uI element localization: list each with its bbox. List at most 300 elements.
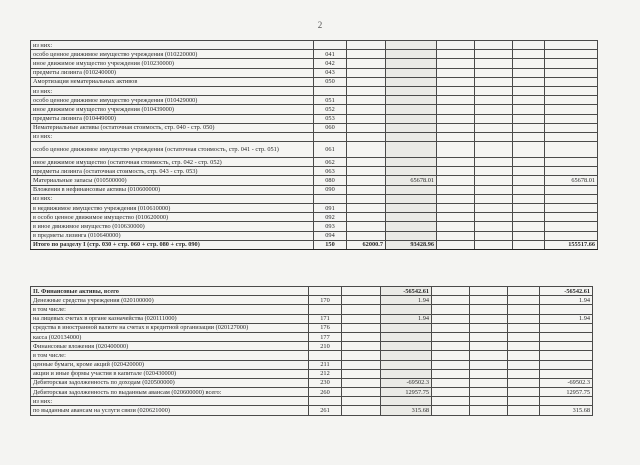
table-row (31, 314, 593, 323)
table-row (31, 360, 593, 369)
value-cell-4 (470, 296, 508, 305)
value-cell-2 (381, 323, 432, 332)
value-cell-5 (508, 406, 540, 415)
row-code: 090 (314, 185, 347, 194)
value-cell-1 (347, 77, 386, 86)
table-row (31, 332, 593, 341)
value-cell-4 (470, 342, 508, 351)
value-cell-3 (437, 213, 475, 222)
value-cell-1 (347, 86, 386, 95)
row-code: 150 (314, 240, 347, 249)
value-cell-4 (470, 287, 508, 296)
value-cell-6: 1.94 (540, 314, 593, 323)
value-cell-2 (386, 142, 437, 158)
row-code: 211 (309, 360, 342, 369)
row-code: 094 (314, 231, 347, 240)
value-cell-1 (342, 360, 381, 369)
value-cell-1 (347, 185, 386, 194)
value-cell-1 (342, 332, 381, 341)
page-number: 2 (317, 20, 323, 30)
value-cell-4 (475, 204, 513, 213)
value-cell-3 (437, 167, 475, 176)
value-cell-6 (545, 194, 598, 203)
table-row (31, 222, 598, 231)
value-cell-6 (540, 323, 593, 332)
value-cell-5 (508, 287, 540, 296)
value-cell-2 (381, 360, 432, 369)
value-cell-6 (545, 132, 598, 141)
value-cell-5 (508, 296, 540, 305)
row-code (309, 287, 342, 296)
value-cell-2 (386, 213, 437, 222)
value-cell-6 (540, 351, 593, 360)
value-cell-3 (432, 287, 470, 296)
row-code: 092 (314, 213, 347, 222)
row-code: 052 (314, 105, 347, 114)
value-cell-2 (386, 231, 437, 240)
row-code: 060 (314, 123, 347, 132)
row-label: иное движимое имущество (остаточная стоимость, стр. 042 - стр. 052) (31, 158, 314, 167)
row-label: в том числе: (31, 305, 309, 314)
value-cell-1 (342, 397, 381, 406)
value-cell-2 (386, 50, 437, 59)
value-cell-2 (386, 204, 437, 213)
value-cell-6 (545, 213, 598, 222)
table-row (31, 158, 598, 167)
value-cell-4 (475, 194, 513, 203)
row-code: 042 (314, 59, 347, 68)
value-cell-2 (386, 105, 437, 114)
value-cell-4 (475, 105, 513, 114)
value-cell-1 (347, 213, 386, 222)
value-cell-3 (432, 406, 470, 415)
value-cell-3 (432, 314, 470, 323)
value-cell-5 (508, 378, 540, 387)
value-cell-5 (513, 59, 545, 68)
row-label: Итого по разделу I (стр. 030 + стр. 060 + стр. 080 + стр. 090) (31, 240, 314, 249)
value-cell-1 (347, 132, 386, 141)
row-label: II. Финансовые активы, всего (31, 287, 309, 296)
row-label: из них: (31, 86, 314, 95)
value-cell-6 (545, 158, 598, 167)
value-cell-1 (347, 222, 386, 231)
value-cell-4 (475, 158, 513, 167)
row-label: из них: (31, 194, 314, 203)
row-label: особо ценное движимое имущество учреждения (010429000) (31, 96, 314, 105)
value-cell-3 (432, 397, 470, 406)
table-row (31, 213, 598, 222)
value-cell-4 (470, 351, 508, 360)
value-cell-5 (508, 397, 540, 406)
value-cell-6 (545, 96, 598, 105)
value-cell-6 (545, 68, 598, 77)
value-cell-1 (342, 323, 381, 332)
value-cell-2: 65678.01 (386, 176, 437, 185)
value-cell-4 (475, 240, 513, 249)
value-cell-2 (386, 158, 437, 167)
value-cell-6 (545, 50, 598, 59)
row-code: 091 (314, 204, 347, 213)
row-code: 041 (314, 50, 347, 59)
value-cell-4 (475, 41, 513, 50)
value-cell-3 (437, 41, 475, 50)
value-cell-2 (386, 86, 437, 95)
row-code (314, 86, 347, 95)
value-cell-5 (513, 176, 545, 185)
row-code (314, 132, 347, 141)
value-cell-2 (386, 132, 437, 141)
row-code: 051 (314, 96, 347, 105)
table-row (31, 86, 598, 95)
value-cell-3 (432, 342, 470, 351)
value-cell-2: -56542.61 (381, 287, 432, 296)
table-row (31, 176, 598, 185)
value-cell-5 (513, 158, 545, 167)
row-label: особо ценное движимое имущество учреждения (010220000) (31, 50, 314, 59)
balance-table-section-2 (30, 286, 593, 416)
row-label: касса (020134000) (31, 332, 309, 341)
value-cell-3 (437, 59, 475, 68)
row-label: Материальные запасы (010500000) (31, 176, 314, 185)
row-label: Денежные средства учреждения (020100000) (31, 296, 309, 305)
value-cell-3 (437, 231, 475, 240)
value-cell-2 (386, 59, 437, 68)
value-cell-6 (545, 86, 598, 95)
value-cell-2 (381, 332, 432, 341)
value-cell-5 (513, 77, 545, 86)
row-code (309, 305, 342, 314)
row-label: из них: (31, 41, 314, 50)
value-cell-6 (545, 59, 598, 68)
value-cell-5 (508, 332, 540, 341)
value-cell-3 (432, 369, 470, 378)
value-cell-2 (386, 68, 437, 77)
table-row (31, 142, 598, 158)
value-cell-1 (347, 41, 386, 50)
value-cell-3 (432, 323, 470, 332)
value-cell-6: -56542.61 (540, 287, 593, 296)
value-cell-2 (386, 194, 437, 203)
value-cell-5 (508, 388, 540, 397)
table-row (31, 77, 598, 86)
row-label: ценные бумаги, кроме акций (020420000) (31, 360, 309, 369)
value-cell-6 (545, 114, 598, 123)
value-cell-1 (342, 287, 381, 296)
value-cell-2: 1.94 (381, 314, 432, 323)
row-label: акции и иные формы участия в капитале (020430000) (31, 369, 309, 378)
value-cell-3 (437, 96, 475, 105)
row-code: 260 (309, 388, 342, 397)
value-cell-1 (347, 123, 386, 132)
row-code: 061 (314, 142, 347, 158)
row-label: Финансовые вложения (020400000) (31, 342, 309, 351)
value-cell-5 (513, 231, 545, 240)
value-cell-3 (437, 194, 475, 203)
value-cell-6: 12957.75 (540, 388, 593, 397)
value-cell-5 (513, 50, 545, 59)
value-cell-4 (470, 360, 508, 369)
value-cell-5 (513, 194, 545, 203)
value-cell-5 (513, 86, 545, 95)
value-cell-1 (347, 96, 386, 105)
row-label: в особо ценное движимое имущество (010620000) (31, 213, 314, 222)
row-code (309, 351, 342, 360)
value-cell-4 (470, 388, 508, 397)
row-code: 176 (309, 323, 342, 332)
row-label: особо ценное движимое имущество учреждения (остаточная стоимость, стр. 041 - стр. 051) (31, 142, 314, 158)
row-code: 230 (309, 378, 342, 387)
value-cell-1 (347, 194, 386, 203)
balance-table-section-1 (30, 40, 598, 250)
row-label: из них: (31, 132, 314, 141)
table-row (31, 96, 598, 105)
value-cell-4 (475, 132, 513, 141)
row-code (309, 397, 342, 406)
value-cell-1 (347, 142, 386, 158)
value-cell-3 (437, 114, 475, 123)
table-row (31, 378, 593, 387)
value-cell-2 (381, 369, 432, 378)
value-cell-4 (475, 167, 513, 176)
row-label: предметы лизинга (010449000) (31, 114, 314, 123)
value-cell-5 (513, 68, 545, 77)
value-cell-4 (470, 305, 508, 314)
value-cell-4 (475, 59, 513, 68)
row-code: 170 (309, 296, 342, 305)
value-cell-1 (342, 388, 381, 397)
value-cell-3 (437, 176, 475, 185)
table-row (31, 296, 593, 305)
row-code: 171 (309, 314, 342, 323)
value-cell-5 (513, 105, 545, 114)
value-cell-4 (475, 185, 513, 194)
value-cell-3 (432, 351, 470, 360)
value-cell-3 (437, 222, 475, 231)
row-code: 053 (314, 114, 347, 123)
value-cell-3 (437, 123, 475, 132)
row-code (314, 194, 347, 203)
value-cell-2: -69502.3 (381, 378, 432, 387)
value-cell-5 (513, 222, 545, 231)
value-cell-2 (381, 397, 432, 406)
value-cell-6 (545, 41, 598, 50)
value-cell-1 (347, 231, 386, 240)
row-label: в предметы лизинга (010640000) (31, 231, 314, 240)
table-row (31, 388, 593, 397)
value-cell-3 (437, 142, 475, 158)
value-cell-4 (470, 369, 508, 378)
value-cell-2 (386, 222, 437, 231)
value-cell-2 (386, 41, 437, 50)
value-cell-1 (347, 50, 386, 59)
row-code: 212 (309, 369, 342, 378)
table-row (31, 397, 593, 406)
row-code: 063 (314, 167, 347, 176)
value-cell-4 (475, 68, 513, 77)
table-row (31, 167, 598, 176)
table-row (31, 323, 593, 332)
value-cell-5 (508, 314, 540, 323)
value-cell-6: 65678.01 (545, 176, 598, 185)
value-cell-4 (475, 114, 513, 123)
table-row (31, 59, 598, 68)
value-cell-6 (545, 167, 598, 176)
value-cell-6: 315.68 (540, 406, 593, 415)
value-cell-5 (513, 167, 545, 176)
table-row (31, 342, 593, 351)
value-cell-4 (475, 77, 513, 86)
value-cell-1 (342, 314, 381, 323)
value-cell-6 (545, 77, 598, 86)
value-cell-2 (381, 305, 432, 314)
table-row (31, 132, 598, 141)
value-cell-6 (545, 185, 598, 194)
value-cell-5 (513, 96, 545, 105)
value-cell-2: 12957.75 (381, 388, 432, 397)
table-row (31, 406, 593, 415)
value-cell-4 (470, 332, 508, 341)
table-row (31, 351, 593, 360)
row-label: Вложения в нефинансовые активы (010600000) (31, 185, 314, 194)
value-cell-3 (432, 378, 470, 387)
value-cell-5 (508, 342, 540, 351)
value-cell-2 (386, 167, 437, 176)
value-cell-4 (470, 397, 508, 406)
row-code: 093 (314, 222, 347, 231)
value-cell-5 (508, 305, 540, 314)
value-cell-3 (437, 204, 475, 213)
value-cell-4 (475, 96, 513, 105)
value-cell-6 (540, 342, 593, 351)
value-cell-4 (470, 378, 508, 387)
row-label: по выданным авансам на услуги связи (020621000) (31, 406, 309, 415)
value-cell-6 (545, 204, 598, 213)
row-label: в недвижимое имущество учреждения (010610000) (31, 204, 314, 213)
value-cell-3 (432, 332, 470, 341)
value-cell-4 (475, 50, 513, 59)
row-label: средства в иностранной валюте на счетах в кредитной организации (020127000) (31, 323, 309, 332)
value-cell-3 (432, 360, 470, 369)
value-cell-4 (475, 213, 513, 222)
value-cell-5 (513, 240, 545, 249)
value-cell-2: 93428.96 (386, 240, 437, 249)
value-cell-1 (347, 167, 386, 176)
value-cell-4 (475, 142, 513, 158)
value-cell-6: 155517.66 (545, 240, 598, 249)
value-cell-3 (432, 305, 470, 314)
value-cell-1 (347, 68, 386, 77)
value-cell-2 (386, 96, 437, 105)
table-row (31, 194, 598, 203)
section-header-row (31, 287, 593, 296)
table-row (31, 231, 598, 240)
row-code: 043 (314, 68, 347, 77)
value-cell-6: 1.94 (540, 296, 593, 305)
table-row (31, 105, 598, 114)
table-row (31, 68, 598, 77)
total-row (31, 240, 598, 249)
value-cell-4 (475, 231, 513, 240)
value-cell-2 (386, 123, 437, 132)
row-code: 261 (309, 406, 342, 415)
value-cell-3 (432, 388, 470, 397)
value-cell-4 (475, 86, 513, 95)
value-cell-2 (386, 77, 437, 86)
value-cell-6 (545, 222, 598, 231)
table-row (31, 204, 598, 213)
value-cell-1 (347, 176, 386, 185)
value-cell-2 (386, 185, 437, 194)
value-cell-1 (342, 351, 381, 360)
value-cell-5 (508, 323, 540, 332)
value-cell-2 (381, 342, 432, 351)
value-cell-2: 1.94 (381, 296, 432, 305)
value-cell-6 (540, 305, 593, 314)
value-cell-3 (437, 77, 475, 86)
row-label: предметы лизинга (010240000) (31, 68, 314, 77)
row-label: иное движимое имущество учреждения (010439000) (31, 105, 314, 114)
value-cell-5 (513, 114, 545, 123)
value-cell-2 (381, 351, 432, 360)
value-cell-5 (513, 142, 545, 158)
value-cell-1 (347, 204, 386, 213)
value-cell-6 (545, 123, 598, 132)
row-label: Амортизация нематериальных активов (31, 77, 314, 86)
value-cell-1: 62000.7 (347, 240, 386, 249)
value-cell-1 (342, 378, 381, 387)
row-code: 080 (314, 176, 347, 185)
table-row (31, 41, 598, 50)
table-row (31, 369, 593, 378)
value-cell-3 (437, 132, 475, 141)
table-row (31, 185, 598, 194)
row-label: предметы лизинга (остаточная стоимость, стр. 043 - стр. 053) (31, 167, 314, 176)
value-cell-2: 315.68 (381, 406, 432, 415)
value-cell-3 (437, 50, 475, 59)
value-cell-3 (437, 185, 475, 194)
table-row (31, 114, 598, 123)
value-cell-5 (513, 41, 545, 50)
row-code (314, 41, 347, 50)
value-cell-2 (386, 114, 437, 123)
value-cell-5 (513, 123, 545, 132)
value-cell-5 (513, 204, 545, 213)
value-cell-1 (347, 105, 386, 114)
value-cell-5 (508, 369, 540, 378)
table-row (31, 305, 593, 314)
row-label: иное движимое имущество учреждения (010230000) (31, 59, 314, 68)
value-cell-3 (437, 240, 475, 249)
value-cell-6 (545, 231, 598, 240)
value-cell-3 (437, 105, 475, 114)
value-cell-1 (342, 305, 381, 314)
value-cell-5 (513, 213, 545, 222)
value-cell-4 (475, 123, 513, 132)
value-cell-4 (470, 323, 508, 332)
table-row (31, 123, 598, 132)
value-cell-1 (342, 296, 381, 305)
value-cell-3 (432, 296, 470, 305)
value-cell-3 (437, 68, 475, 77)
row-code: 062 (314, 158, 347, 167)
value-cell-6 (545, 142, 598, 158)
value-cell-4 (470, 314, 508, 323)
row-code: 050 (314, 77, 347, 86)
table-row (31, 50, 598, 59)
value-cell-4 (475, 222, 513, 231)
value-cell-1 (342, 342, 381, 351)
value-cell-6 (540, 397, 593, 406)
